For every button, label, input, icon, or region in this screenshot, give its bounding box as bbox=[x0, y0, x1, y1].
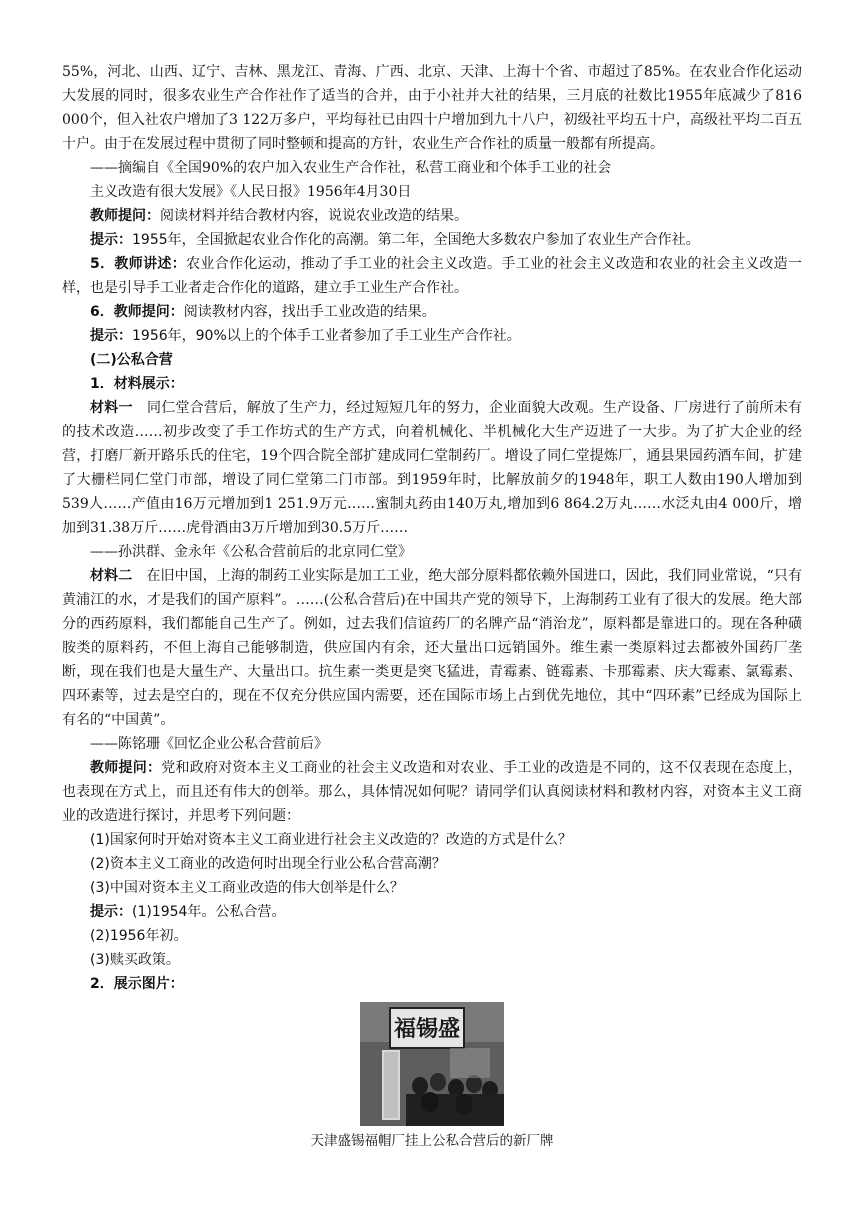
source-citation-2: ——孙洪群、金永年《公私合营前后的北京同仁堂》 bbox=[90, 544, 412, 560]
teacher-question-text: 党和政府对资本主义工商业的社会主义改造和对农业、手工业的改造是不同的，这不仅表现在态度上，也表现在方式上，而且还有伟大的创举。那么，具体情况如何呢？请同学们认真阅读材料和教材内容，对资本主义工商业的改造进行探讨，并思考下列问题： bbox=[62, 760, 803, 824]
teacher-question-1 bbox=[62, 204, 802, 228]
question-item: (2)资本主义工商业的改造何时出现全行业公私合营高潮？ bbox=[90, 856, 446, 872]
hint-label: 提示： bbox=[90, 232, 132, 248]
answer-item: (2)1956年初。 bbox=[90, 928, 188, 944]
step-6-label: 6．教师提问： bbox=[90, 304, 184, 320]
hint-label: 提示： bbox=[90, 328, 132, 344]
intro-paragraph: 55%，河北、山西、辽宁、吉林、黑龙江、青海、广西、北京、天津、上海十个省、市超过了85%。在农业合作化运动大发展的同时，很多农业生产合作社作了适当的合并，由于小社并大社的结果，三月底的社数比1955年底减少了816 000个，但入社农户增加了3 122万多户，平均每社已由四十户增加到九十八户，初级社平均五十户，高级社平均二百五十户。由于在发展过程中贯彻了同时整顿和提高的方针，农业生产合作社的质量一般都有所提高。 bbox=[62, 64, 802, 152]
question-item: (3)中国对资本主义工商业改造的伟大创举是什么？ bbox=[90, 880, 404, 896]
hint-text: 1955年，全国掀起农业合作化的高潮。第二年，全国绝大多数农户参加了农业生产合作社。 bbox=[132, 232, 700, 248]
hint-6 bbox=[62, 324, 802, 348]
sign-text: 福锡盛 bbox=[393, 1016, 461, 1042]
question-item: (1)国家何时开始对资本主义工商业进行社会主义改造的？改造的方式是什么？ bbox=[90, 832, 572, 848]
photo-figure bbox=[62, 1002, 802, 1152]
answer-item: (1)1954年。公私合营。 bbox=[132, 904, 286, 920]
teacher-question-2 bbox=[62, 756, 802, 828]
source-citation-1b: 主义改造有很大发展》《人民日报》1956年4月30日 bbox=[90, 184, 412, 200]
step-6 bbox=[62, 300, 802, 324]
item-2-label: 2．展示图片： bbox=[90, 976, 184, 992]
hint-text: 1956年，90%以上的个体手工业者参加了手工业生产合作社。 bbox=[132, 328, 521, 344]
source-citation-1a: ——摘编自《全国90%的农户加入农业生产合作社，私营工商业和个体手工业的社会 bbox=[90, 160, 612, 176]
photo-illustration bbox=[360, 1002, 504, 1126]
teacher-question-label: 教师提问： bbox=[90, 208, 160, 224]
material-2-label: 材料二 bbox=[90, 568, 133, 584]
photo-caption: 天津盛锡福帽厂挂上公私合营后的新厂牌 bbox=[310, 1133, 554, 1149]
step-5-label: 5．教师讲述： bbox=[90, 256, 187, 272]
factory-sign-photo bbox=[360, 1002, 504, 1126]
item-1-label: 1．材料展示： bbox=[90, 376, 184, 392]
teacher-question-text: 阅读材料并结合教材内容，说说农业改造的结果。 bbox=[160, 208, 468, 224]
material-1 bbox=[62, 396, 802, 540]
material-2-text: 在旧中国，上海的制药工业实际是加工工业，绝大部分原料都依赖外国进口，因此，我们同业常说，“只有黄浦江的水，才是我们的国产原料”。……(公私合营后)在中国共产党的领导下，上海制药工业有了很大的发展。绝大部分的西药原料，我们都能自己生产了。例如，过去我们信谊药厂的名牌产品“消治龙”，原料都是靠进口的。现在各种磺胺类的原料药，不但上海自己能够制造，供应国内有余，还大量出口远销国外。维生素一类原料过去都被外国药厂垄断，现在我们也是大量生产、大量出口。抗生素一类更是突飞猛进，青霉素、链霉素、卡那霉素、庆大霉素、氯霉素、四环素等，过去是空白的，现在不仅充分供应国内需要，还在国际市场上占到优先地位，其中“四环素”已经成为国际上有名的“中国黄”。 bbox=[62, 568, 803, 728]
hint-1 bbox=[62, 228, 802, 252]
step-5-text: 农业合作化运动，推动了手工业的社会主义改造。手工业的社会主义改造和农业的社会主义改造一样，也是引导手工业者走合作化的道路，建立手工业生产合作社。 bbox=[62, 256, 802, 296]
hint-2 bbox=[62, 900, 802, 924]
material-2 bbox=[62, 564, 802, 732]
hint-label: 提示： bbox=[90, 904, 132, 920]
step-6-text: 阅读教材内容，找出手工业改造的结果。 bbox=[183, 304, 436, 320]
step-5 bbox=[62, 252, 802, 300]
document-body bbox=[62, 60, 802, 1152]
material-1-text: 同仁堂合营后，解放了生产力，经过短短几年的努力，企业面貌大改观。生产设备、厂房进行了前所未有的技术改造……初步改变了手工作坊式的生产方式，向着机械化、半机械化大生产迈进了一大步。为了扩大企业的经营，打磨厂新开路乐氏的住宅，19个四合院全部扩建成同仁堂制药厂。增设了同仁堂提炼厂，通县果园药酒车间，扩建了大栅栏同仁堂门市部，增设了同仁堂第二门市部。到1959年时，比解放前夕的1948年，职工人数由190人增加到539人……产值由16万元增加到1 251.9万元……蜜制丸药由140万丸,增加到6 864.2万丸……水泛丸由4 000斤，增加到31.38万斤……虎骨酒由3万斤增加到30.5万斤…… bbox=[62, 400, 803, 536]
section-heading: (二)公私合营 bbox=[90, 352, 173, 368]
material-1-label: 材料一 bbox=[90, 400, 133, 416]
source-citation-3: ——陈铭珊《回忆企业公私合营前后》 bbox=[90, 736, 328, 752]
answer-item: (3)赎买政策。 bbox=[90, 952, 180, 968]
teacher-question-label: 教师提问： bbox=[90, 760, 162, 776]
